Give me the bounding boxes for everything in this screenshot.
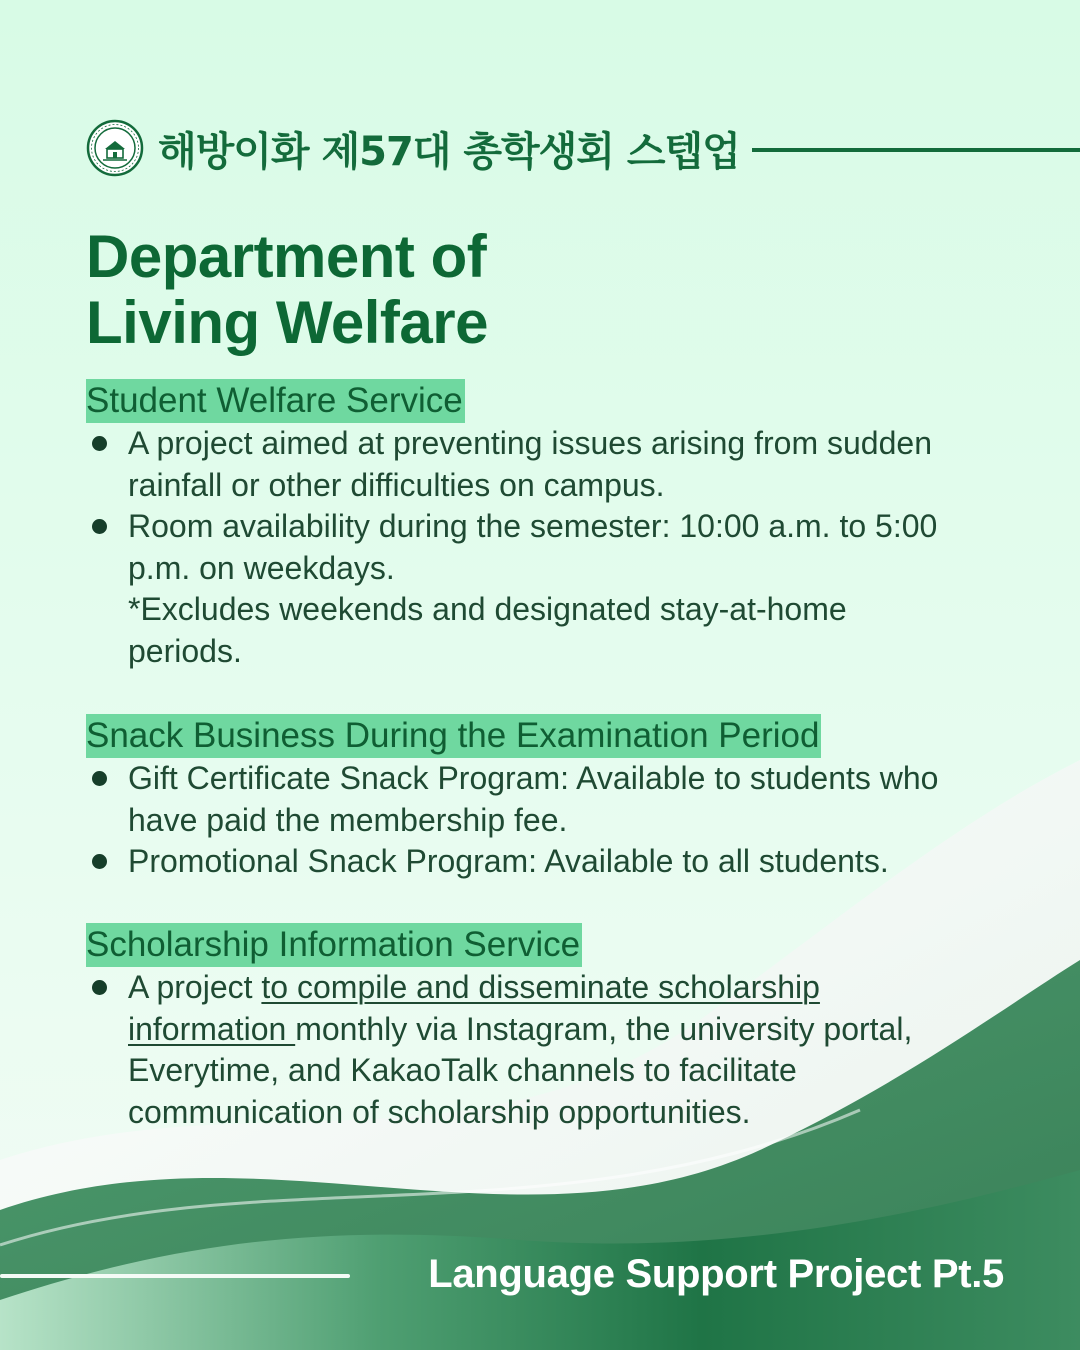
list-item-text: A project aimed at preventing issues arising from sudden xyxy=(128,425,932,461)
list-item-note: *Excludes weekends and designated stay-at-home xyxy=(128,591,847,627)
university-seal-icon xyxy=(86,119,144,177)
list-item-text: communication of scholarship opportunities. xyxy=(128,1093,751,1130)
list-item-text: Everytime, and KakaoTalk channels to facilitate xyxy=(128,1052,797,1088)
bullet-list xyxy=(86,758,1016,883)
list-item-text: Promotional Snack Program: Available to all students. xyxy=(128,843,889,879)
header-title: 해방이화 제57대 총학생회 스텝업 xyxy=(158,128,740,175)
list-item xyxy=(86,967,1016,1133)
department-title xyxy=(86,224,488,356)
list-item xyxy=(86,423,1016,506)
department-title-line-1: Department of xyxy=(86,223,487,290)
list-item xyxy=(86,841,1016,883)
department-title-line-2: Living Welfare xyxy=(86,289,488,356)
list-item-text: rainfall or other difficulties on campus. xyxy=(128,466,665,503)
list-item xyxy=(86,758,1016,841)
list-item-text: Room availability during the semester: 10:00 a.m. to 5:00 xyxy=(128,508,938,544)
bullet-list xyxy=(86,967,1016,1133)
bullet-list xyxy=(86,423,1016,672)
section-heading: Snack Business During the Examination Period xyxy=(86,714,821,758)
footer-label: Language Support Project Pt.5 xyxy=(428,1252,1004,1296)
list-item-text: p.m. on weekdays. xyxy=(128,549,395,586)
underlined-text: to compile and disseminate scholarship xyxy=(261,969,820,1005)
section-student-welfare xyxy=(86,379,1016,672)
footer-rule xyxy=(0,1274,350,1278)
section-heading: Scholarship Information Service xyxy=(86,923,582,967)
list-item-text: Gift Certificate Snack Program: Available to students who xyxy=(128,760,939,796)
underlined-text: information xyxy=(128,1010,296,1047)
list-item-line xyxy=(128,1009,1016,1051)
list-item-text: A project xyxy=(128,969,262,1005)
list-item-text: have paid the membership fee. xyxy=(128,801,568,838)
header xyxy=(86,118,740,178)
header-rule xyxy=(752,148,1080,152)
list-item xyxy=(86,506,1016,672)
list-item-line xyxy=(128,967,1016,1009)
section-heading: Student Welfare Service xyxy=(86,379,465,423)
section-scholarship-info xyxy=(86,923,1016,1133)
section-snack-business xyxy=(86,714,1016,883)
list-item-text: monthly via Instagram, the university portal, xyxy=(295,1010,913,1047)
list-item-note: periods. xyxy=(128,632,242,669)
